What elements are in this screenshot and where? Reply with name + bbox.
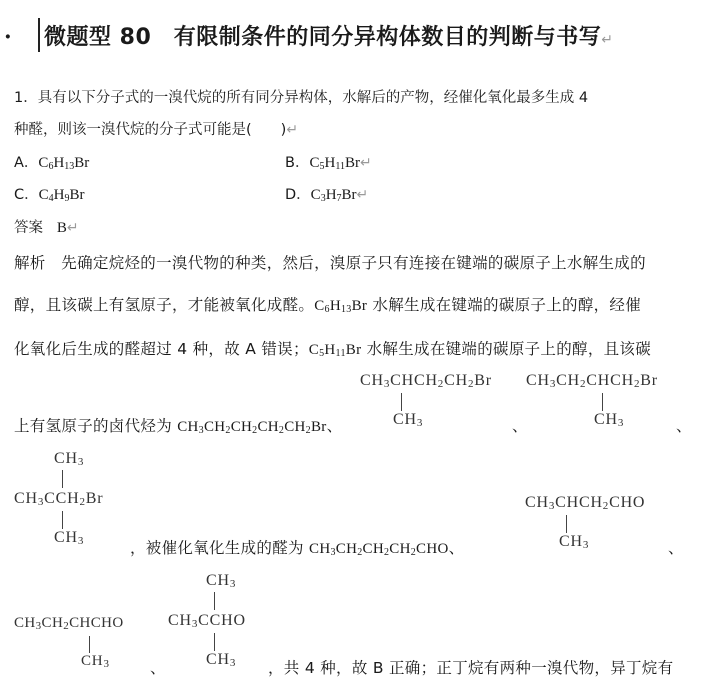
separator: 、 xyxy=(448,539,465,557)
structure-4-sub: $CH_3$ xyxy=(559,533,590,551)
structure-3-main: $CH_3CCH_2Br$ xyxy=(14,490,104,508)
answer-label: 答案 xyxy=(14,220,43,236)
formula-c6h13br: $C_6H_{13}Br$ xyxy=(314,298,368,315)
analysis-line-2 xyxy=(14,293,641,315)
analysis-line-1-text: 先确定烷烃的一溴代物的种类，然后，溴原子只有连接在键端的碳原子上水解生成的 xyxy=(61,254,646,272)
structure-5-main: $CH_3CH_2CHCHO$ xyxy=(14,615,124,632)
answer-line xyxy=(14,216,79,237)
analysis-label: 解析 xyxy=(14,254,46,272)
structure-2-sub: $CH_3$ xyxy=(594,411,625,429)
separator: 、 xyxy=(668,539,684,557)
question-line-1: 1．具有以下分子式的一溴代烷的所有同分异构体，水解后的产物，经催化氧化最多生成 4 xyxy=(14,90,589,106)
title-divider xyxy=(38,18,40,52)
separator: 、 xyxy=(326,417,343,435)
structure-6-bottom: $CH_3$ xyxy=(206,651,237,669)
option-d[interactable] xyxy=(285,183,368,204)
structure-3-bottom: $CH_3$ xyxy=(54,529,85,547)
option-a-label: A． xyxy=(14,155,39,171)
option-a[interactable] xyxy=(14,151,89,172)
return-mark-icon: ↵ xyxy=(356,187,369,203)
separator: 、 xyxy=(512,417,528,435)
option-c[interactable] xyxy=(14,183,84,204)
analysis-line-2a: 醇，且该碳上有氢原子，才能被氧化成醛。 xyxy=(14,296,315,314)
option-c-label: C． xyxy=(14,187,39,203)
analysis-line-3b: 水解生成在键端的碳原子上的醇，且该碳 xyxy=(361,340,652,358)
conclusion-line: ，共 4 种，故 B 正确；正丁烷有两种一溴代物，异丁烷有 xyxy=(268,659,674,677)
analysis-line-4 xyxy=(14,414,342,436)
option-a-formula: $C_6H_{13}Br$ xyxy=(38,155,90,172)
structure-1-sub: $CH_3$ xyxy=(393,411,424,429)
separator: 、 xyxy=(150,659,166,677)
structure-2-main: $CH_3CH_2CHCH_2Br$ xyxy=(526,372,658,390)
structure-6-bond-bottom xyxy=(214,633,215,651)
option-c-formula: $C_4H_9Br$ xyxy=(38,187,85,204)
analysis-line-1 xyxy=(14,251,646,273)
analysis-line-4a: 上有氢原子的卤代烃为 xyxy=(14,417,178,435)
analysis-line-3 xyxy=(14,337,651,359)
structure-5-sub: $CH_3$ xyxy=(81,653,110,670)
structure-3-bond-bottom xyxy=(62,511,63,529)
return-mark-icon: ↵ xyxy=(601,32,614,48)
structure-1-main: $CH_3CHCH_2CH_2Br$ xyxy=(360,372,492,390)
structure-1-bond xyxy=(401,393,402,411)
structure-6-main: $CH_3CCHO$ xyxy=(168,612,246,630)
formula-pentanal: $CH_3CH_2CH_2CH_2CHO$ xyxy=(309,541,449,558)
formula-pentyl-bromide: $CH_3CH_2CH_2CH_2CH_2Br$ xyxy=(177,419,327,436)
option-b-label: B． xyxy=(285,155,310,171)
option-d-formula: $C_3H_7Br$ xyxy=(310,187,357,204)
question-line-2 xyxy=(14,118,298,139)
structure-2-bond xyxy=(602,393,603,411)
return-mark-icon: ↵ xyxy=(359,155,372,171)
question-line-2-text: 种醛，则该一溴代烷的分子式可能是( ) xyxy=(14,122,287,138)
formula-c5h11br: $C_5H_{11}Br$ xyxy=(308,342,362,359)
aldehyde-line xyxy=(130,536,464,558)
page-title xyxy=(44,20,614,51)
title-text: 微题型 80 有限制条件的同分异构体数目的判断与书写 xyxy=(44,25,602,50)
analysis-line-2b: 水解生成在键端的碳原子上的醇，经催 xyxy=(367,296,642,314)
answer-value: B xyxy=(56,220,67,236)
structure-3-top: $CH_3$ xyxy=(54,450,85,468)
structure-6-bond-top xyxy=(214,592,215,610)
option-b-formula: $C_5H_{11}Br$ xyxy=(309,155,360,172)
structure-6-top: $CH_3$ xyxy=(206,572,237,590)
bullet-marker: · xyxy=(4,24,12,50)
option-b[interactable] xyxy=(285,151,372,172)
return-mark-icon: ↵ xyxy=(66,220,79,236)
option-d-label: D． xyxy=(285,187,311,203)
aldehyde-intro: ，被催化氧化生成的醛为 xyxy=(130,539,310,557)
structure-4-main: $CH_3CHCH_2CHO$ xyxy=(525,494,646,512)
structure-3-bond-top xyxy=(62,470,63,488)
structure-4-bond xyxy=(566,515,567,533)
structure-5-bond xyxy=(89,636,90,653)
return-mark-icon: ↵ xyxy=(286,122,299,138)
separator: 、 xyxy=(676,417,692,435)
analysis-line-3a: 化氧化后生成的醛超过 4 种，故 A 错误； xyxy=(14,340,309,358)
